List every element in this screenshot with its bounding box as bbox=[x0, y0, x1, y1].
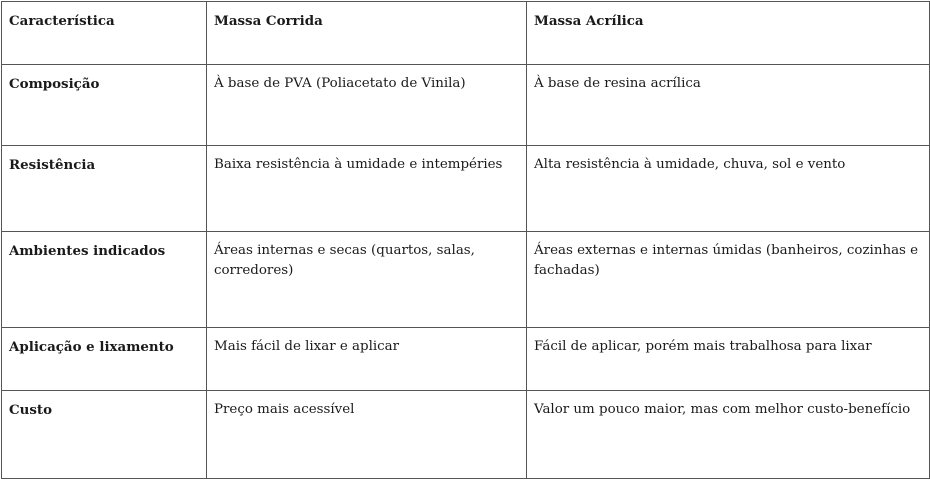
header-caracteristica: Característica bbox=[2, 2, 207, 65]
row-label-aplicacao: Aplicação e lixamento bbox=[2, 328, 207, 391]
header-massa-corrida: Massa Corrida bbox=[207, 2, 527, 65]
cell-acrilica-composicao: À base de resina acrílica bbox=[527, 65, 930, 146]
cell-acrilica-resistencia: Alta resistência à umidade, chuva, sol e vento bbox=[527, 146, 930, 232]
row-label-resistencia: Resistência bbox=[2, 146, 207, 232]
cell-corrida-aplicacao: Mais fácil de lixar e aplicar bbox=[207, 328, 527, 391]
cell-acrilica-custo: Valor um pouco maior, mas com melhor custo-benefício bbox=[527, 391, 930, 479]
row-label-custo: Custo bbox=[2, 391, 207, 479]
comparison-table bbox=[1, 1, 930, 479]
cell-corrida-ambientes: Áreas internas e secas (quartos, salas, corredores) bbox=[207, 232, 527, 328]
cell-corrida-custo: Preço mais acessível bbox=[207, 391, 527, 479]
table-row bbox=[2, 65, 930, 146]
table-row bbox=[2, 232, 930, 328]
cell-corrida-resistencia: Baixa resistência à umidade e intempéries bbox=[207, 146, 527, 232]
table-row bbox=[2, 146, 930, 232]
table-row bbox=[2, 328, 930, 391]
cell-corrida-composicao: À base de PVA (Poliacetato de Vinila) bbox=[207, 65, 527, 146]
row-label-ambientes: Ambientes indicados bbox=[2, 232, 207, 328]
cell-acrilica-aplicacao: Fácil de aplicar, porém mais trabalhosa para lixar bbox=[527, 328, 930, 391]
header-massa-acrilica: Massa Acrílica bbox=[527, 2, 930, 65]
row-label-composicao: Composição bbox=[2, 65, 207, 146]
cell-acrilica-ambientes: Áreas externas e internas úmidas (banheiros, cozinhas e fachadas) bbox=[527, 232, 930, 328]
table-row bbox=[2, 391, 930, 479]
header-row bbox=[2, 2, 930, 65]
